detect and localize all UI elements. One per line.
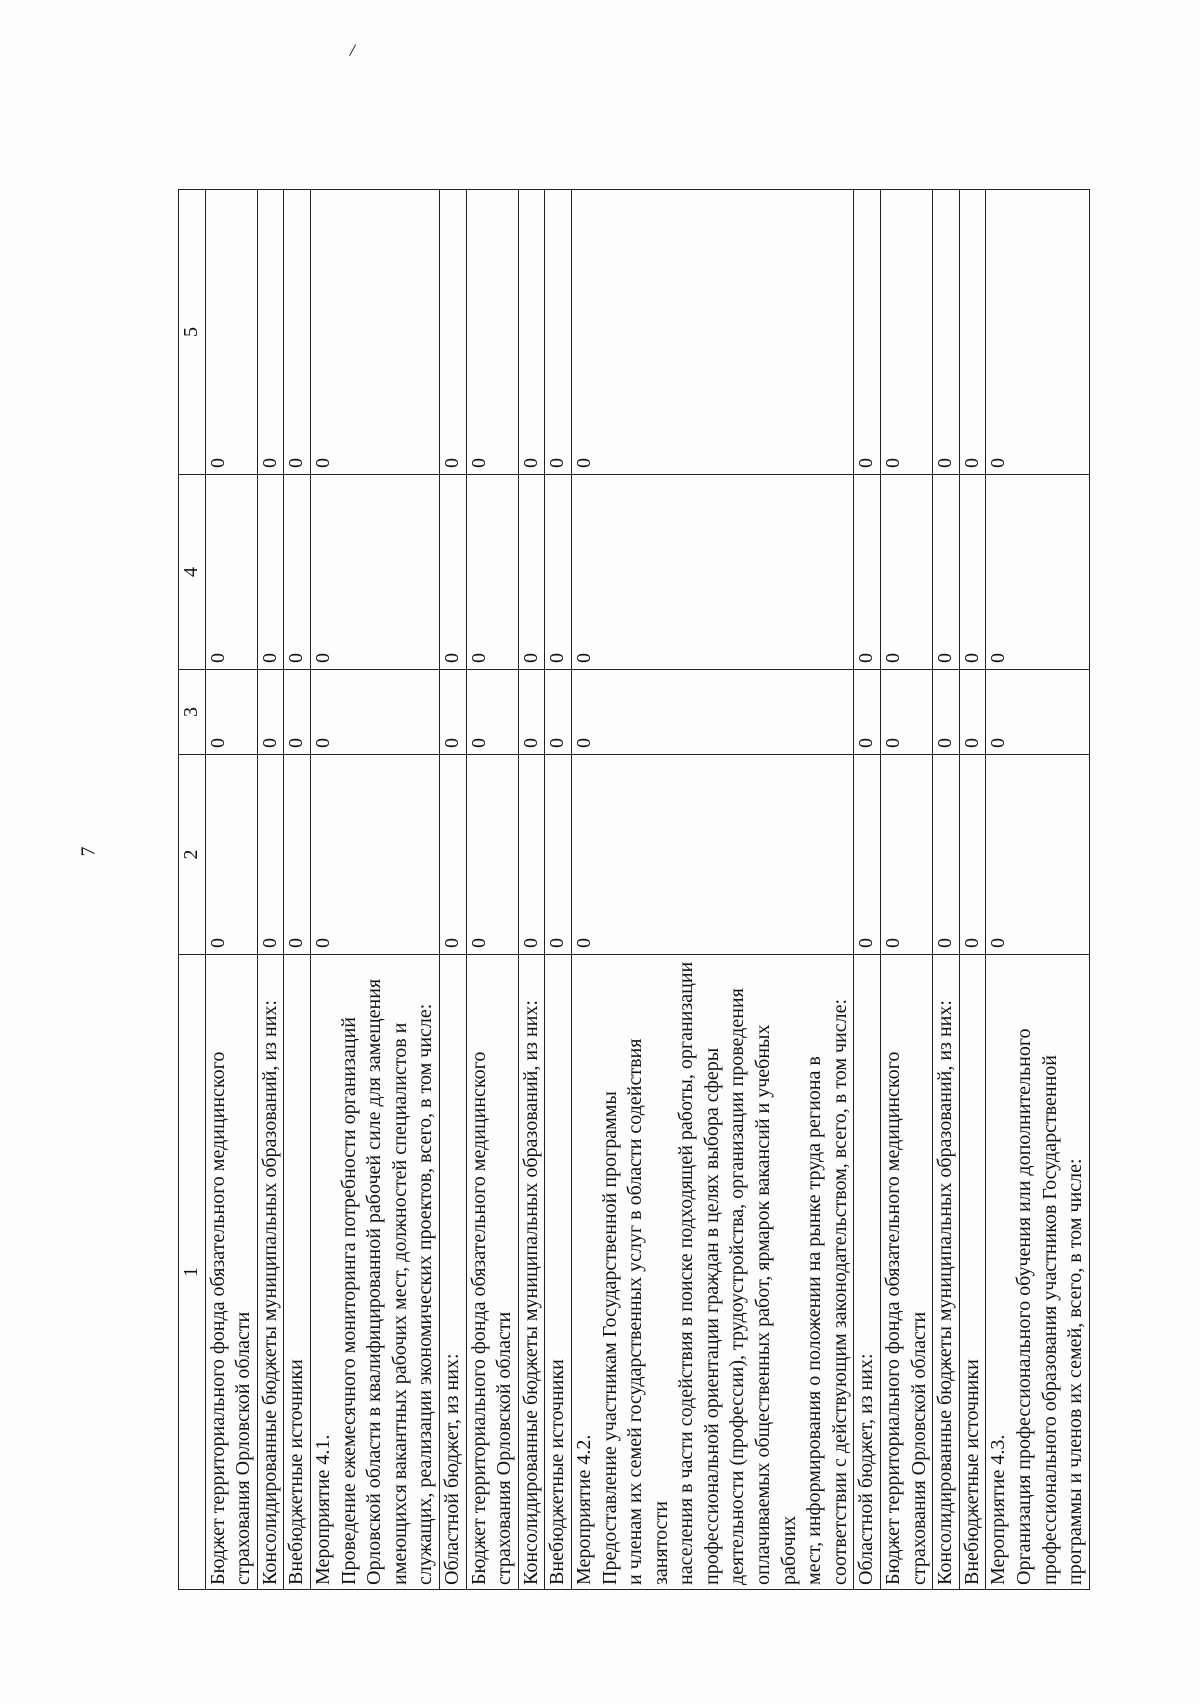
table-row <box>881 190 933 1590</box>
value-cell-col-5: 0 <box>310 190 439 475</box>
description-line: Бюджет территориального фонда обязательного медицинского <box>206 1051 229 1585</box>
value-cell-col-3: 0 <box>959 670 986 755</box>
value-cell-col-5: 0 <box>986 190 1089 475</box>
description-line: населения в части содействия в поиске подходящей работы, организации <box>675 961 698 1585</box>
value-cell-col-2: 0 <box>933 755 960 955</box>
row-description-cell <box>854 955 881 1590</box>
value-cell-col-2: 0 <box>439 755 466 955</box>
header-col-5: 5 <box>179 190 206 475</box>
value-cell-col-5: 0 <box>545 190 572 475</box>
table-row <box>571 190 854 1590</box>
value-cell-col-3: 0 <box>571 670 854 755</box>
value-cell-col-4: 0 <box>986 475 1089 670</box>
table-row <box>518 190 545 1590</box>
value-cell-col-4: 0 <box>854 475 881 670</box>
table-row <box>257 190 284 1590</box>
row-description-cell <box>518 955 545 1590</box>
value-cell-col-2: 0 <box>257 755 284 955</box>
value-cell-col-5: 0 <box>881 190 933 475</box>
description-line: страхования Орловской области <box>907 1311 930 1585</box>
value-cell-col-3: 0 <box>284 670 311 755</box>
value-cell-col-3: 0 <box>854 670 881 755</box>
description-line: Внебюджетные источники <box>960 1359 983 1585</box>
value-cell-col-4: 0 <box>881 475 933 670</box>
value-cell-col-5: 0 <box>257 190 284 475</box>
value-cell-col-4: 0 <box>518 475 545 670</box>
description-line: страхования Орловской области <box>232 1311 255 1585</box>
row-description-cell <box>466 955 518 1590</box>
description-line: Предоставление участникам Государственной программы <box>598 1091 621 1585</box>
value-cell-col-3: 0 <box>545 670 572 755</box>
table-row <box>986 190 1089 1590</box>
description-line: имеющихся вакантных рабочих мест, должностей специалистов и <box>388 1022 411 1585</box>
page-number: 7 <box>77 846 100 857</box>
table-body <box>205 190 1089 1590</box>
value-cell-col-2: 0 <box>881 755 933 955</box>
value-cell-col-2: 0 <box>518 755 545 955</box>
value-cell-col-2: 0 <box>959 755 986 955</box>
description-line: Бюджет территориального фонда обязательного медицинского <box>882 1051 905 1585</box>
description-line: деятельности (профессии), трудоустройства, организации проведения <box>726 988 749 1585</box>
value-cell-col-5: 0 <box>466 190 518 475</box>
description-line: Мероприятие 4.3. <box>987 1434 1010 1585</box>
value-cell-col-2: 0 <box>545 755 572 955</box>
header-row <box>179 190 206 1590</box>
row-description-cell <box>257 955 284 1590</box>
value-cell-col-5: 0 <box>571 190 854 475</box>
row-description-cell <box>881 955 933 1590</box>
value-cell-col-4: 0 <box>310 475 439 670</box>
description-line: Внебюджетные источники <box>546 1359 569 1585</box>
description-line: Орловской области в квалифицированной рабочей силе для замещения <box>363 978 386 1585</box>
budget-table <box>178 189 1090 1590</box>
row-description-cell <box>284 955 311 1590</box>
value-cell-col-2: 0 <box>205 755 257 955</box>
value-cell-col-3: 0 <box>986 670 1089 755</box>
value-cell-col-3: 0 <box>439 670 466 755</box>
value-cell-col-4: 0 <box>284 475 311 670</box>
header-col-4: 4 <box>179 475 206 670</box>
value-cell-col-4: 0 <box>466 475 518 670</box>
value-cell-col-4: 0 <box>545 475 572 670</box>
value-cell-col-2: 0 <box>310 755 439 955</box>
row-description-cell <box>959 955 986 1590</box>
description-line: Консолидированные бюджеты муниципальных образований, из них: <box>258 1000 281 1585</box>
description-line: Проведение ежемесячного мониторинга потребности организаций <box>337 1017 360 1585</box>
value-cell-col-5: 0 <box>933 190 960 475</box>
description-line: мест, информирования о положении на рынке труда региона в <box>803 1056 826 1585</box>
value-cell-col-4: 0 <box>933 475 960 670</box>
table-row <box>466 190 518 1590</box>
row-description-cell <box>205 955 257 1590</box>
description-line: служащих, реализации экономических проектов, всего, в том числе: <box>414 1003 437 1585</box>
row-description-cell <box>310 955 439 1590</box>
value-cell-col-4: 0 <box>571 475 854 670</box>
description-line: программы и членов их семей, всего, в том числе: <box>1064 1158 1087 1585</box>
value-cell-col-2: 0 <box>571 755 854 955</box>
table-row <box>854 190 881 1590</box>
header-col-1: 1 <box>179 955 206 1590</box>
value-cell-col-3: 0 <box>933 670 960 755</box>
table-row <box>545 190 572 1590</box>
value-cell-col-5: 0 <box>439 190 466 475</box>
table-row <box>284 190 311 1590</box>
value-cell-col-2: 0 <box>466 755 518 955</box>
header-col-3: 3 <box>179 670 206 755</box>
description-line: Консолидированные бюджеты муниципальных образований, из них: <box>519 1000 542 1585</box>
row-description-cell <box>545 955 572 1590</box>
table-row <box>439 190 466 1590</box>
value-cell-col-2: 0 <box>854 755 881 955</box>
description-line: Областной бюджет, из них: <box>855 1353 878 1585</box>
value-cell-col-4: 0 <box>439 475 466 670</box>
row-description-cell <box>986 955 1089 1590</box>
value-cell-col-4: 0 <box>205 475 257 670</box>
rotated-table-container <box>178 190 1087 1590</box>
table-row <box>310 190 439 1590</box>
row-description-cell <box>571 955 854 1590</box>
value-cell-col-3: 0 <box>881 670 933 755</box>
table-row <box>205 190 257 1590</box>
value-cell-col-3: 0 <box>310 670 439 755</box>
value-cell-col-2: 0 <box>284 755 311 955</box>
value-cell-col-4: 0 <box>257 475 284 670</box>
value-cell-col-5: 0 <box>854 190 881 475</box>
description-line: Организация профессионального обучения или дополнительного <box>1013 1028 1035 1585</box>
value-cell-col-4: 0 <box>959 475 986 670</box>
description-line: Бюджет территориального фонда обязательного медицинского <box>467 1051 490 1585</box>
row-description-cell <box>933 955 960 1590</box>
description-line: и членам их семей государственных услуг в области содействия занятости <box>624 1038 672 1585</box>
row-description-cell <box>439 955 466 1590</box>
description-line: Внебюджетные источники <box>285 1359 308 1585</box>
value-cell-col-3: 0 <box>257 670 284 755</box>
value-cell-col-3: 0 <box>518 670 545 755</box>
value-cell-col-5: 0 <box>518 190 545 475</box>
description-line: соответствии с действующим законодательством, всего, в том числе: <box>828 998 851 1585</box>
value-cell-col-5: 0 <box>284 190 311 475</box>
value-cell-col-3: 0 <box>466 670 518 755</box>
scan-mark: / <box>348 39 357 61</box>
table-row <box>933 190 960 1590</box>
value-cell-col-5: 0 <box>205 190 257 475</box>
description-line: оплачиваемых общественных работ, ярмарок вакансий и учебных рабочих <box>752 1024 800 1585</box>
description-line: Областной бюджет, из них: <box>440 1353 463 1585</box>
description-line: профессиональной ориентации граждан в целях выбора сферы <box>700 1047 723 1585</box>
description-line: Мероприятие 4.2. <box>572 1434 595 1585</box>
value-cell-col-2: 0 <box>986 755 1089 955</box>
description-line: профессионального образования участников Государственной <box>1038 1055 1061 1585</box>
value-cell-col-3: 0 <box>205 670 257 755</box>
description-line: страхования Орловской области <box>493 1311 516 1585</box>
value-cell-col-5: 0 <box>959 190 986 475</box>
table-row <box>959 190 986 1590</box>
description-line: Консолидированные бюджеты муниципальных образований, из них: <box>934 1000 957 1585</box>
header-col-2: 2 <box>179 755 206 955</box>
description-line: Мероприятие 4.1. <box>311 1434 334 1585</box>
